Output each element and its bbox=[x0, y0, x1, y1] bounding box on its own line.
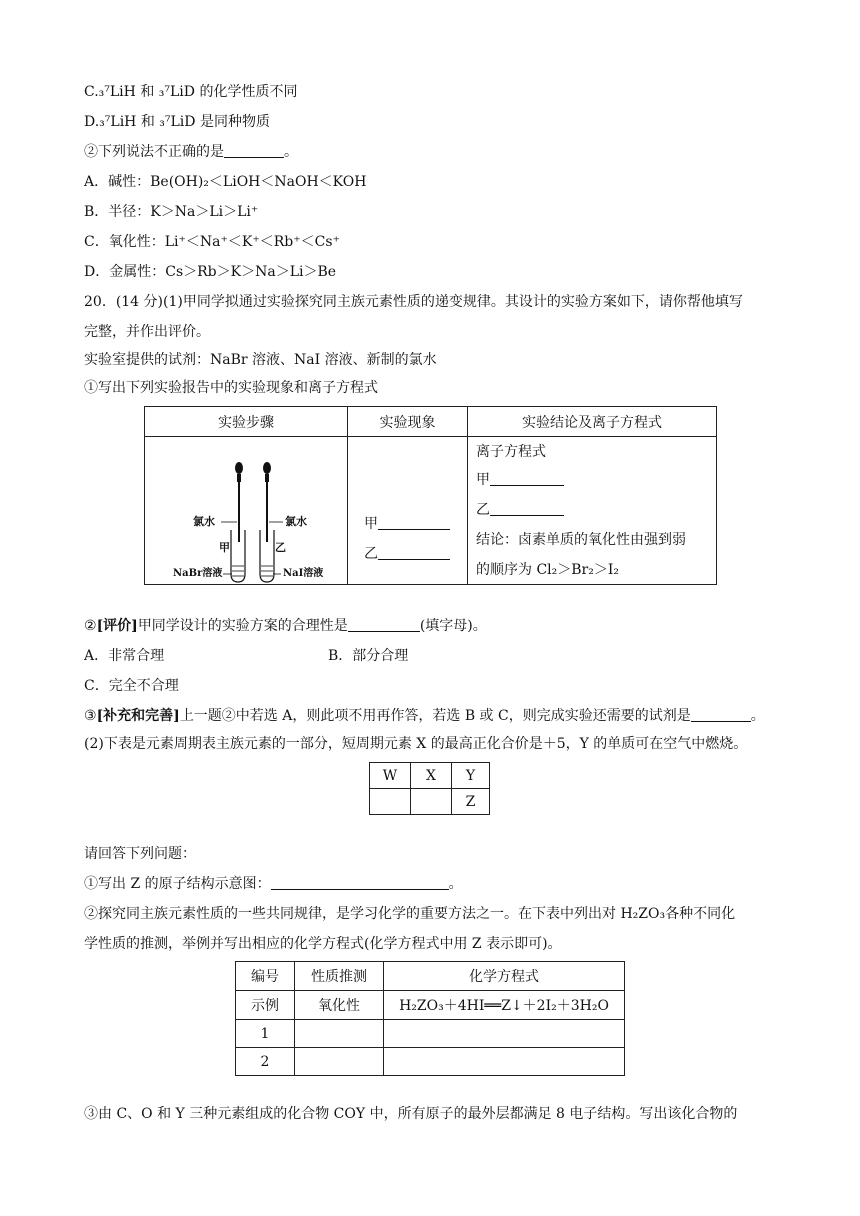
answer-prompt: 请回答下列问题： bbox=[84, 846, 196, 862]
header-phenomena: 实验现象 bbox=[348, 407, 468, 437]
row-property[interactable] bbox=[295, 1048, 384, 1076]
answer-blank[interactable] bbox=[490, 471, 564, 486]
ionic-label: 乙 bbox=[476, 501, 490, 518]
table-row bbox=[236, 1048, 625, 1076]
sub3-text: 上一题②中若选 A，则此项不用再作答，若选 B 或 C，则完成实验还需要的试剂是 bbox=[179, 708, 691, 724]
q20-sub1: ①写出下列实验报告中的实验现象和离子方程式 bbox=[84, 380, 378, 396]
choice-a bbox=[84, 172, 366, 192]
dropper-bulb-icon bbox=[235, 462, 243, 474]
choice-text: Be(OH)₂＜LiOH＜NaOH＜KOH bbox=[150, 174, 367, 190]
dropper-neck-icon bbox=[237, 474, 241, 482]
phenomenon-b bbox=[364, 544, 450, 564]
q20-intro-line2: 完整，并作出评价。 bbox=[84, 324, 210, 340]
row-equation[interactable] bbox=[384, 1020, 625, 1048]
row-property[interactable] bbox=[295, 1020, 384, 1048]
dropper-bulb-icon bbox=[263, 462, 271, 474]
coy-question: ③由 C、O 和 Y 三种元素组成的化合物 COY 中，所有原子的最外层都满足 8 电子结构。写出该化合物的 bbox=[84, 1106, 738, 1122]
phenomena-cell bbox=[348, 437, 468, 585]
conclusion-line1: 结论：卤素单质的氧化性由强到弱 bbox=[476, 531, 686, 548]
cell-empty bbox=[411, 789, 452, 815]
z-structure-text: ①写出 Z 的原子结构示意图： bbox=[84, 876, 271, 892]
cell-empty bbox=[370, 789, 411, 815]
answer-blank[interactable] bbox=[378, 515, 450, 530]
row-number: 示例 bbox=[236, 991, 295, 1020]
periodic-table-fragment bbox=[369, 762, 490, 815]
choice-text: Li⁺＜Na⁺＜K⁺＜Rb⁺＜Cs⁺ bbox=[164, 234, 340, 250]
answer-blank[interactable] bbox=[348, 617, 420, 632]
conclusion-cell bbox=[468, 437, 717, 585]
answer-blank[interactable] bbox=[378, 545, 450, 560]
choice-d bbox=[84, 262, 336, 282]
label-tube-a: 甲 bbox=[219, 540, 230, 554]
ionic-title: 离子方程式 bbox=[476, 443, 546, 460]
phenomenon-a bbox=[364, 514, 450, 534]
eval-option-a: A．非常合理 bbox=[84, 648, 165, 664]
choice-text: K＞Na＞Li＞Li⁺ bbox=[150, 204, 259, 220]
answer-blank[interactable] bbox=[490, 501, 564, 516]
answer-blank[interactable] bbox=[691, 707, 751, 722]
row-number: 2 bbox=[236, 1048, 295, 1076]
label-chlorine-water-left: 氯水 bbox=[193, 514, 215, 528]
supplement-tag: [补充和完善] bbox=[96, 708, 180, 724]
conclusion-line2: 的顺序为 Cl₂＞Br₂＞I₂ bbox=[476, 561, 619, 578]
choice-label: D．金属性： bbox=[84, 264, 166, 280]
sub2-text: 甲同学设计的实验方案的合理性是 bbox=[137, 618, 348, 634]
eval-option-c: C．完全不合理 bbox=[84, 678, 179, 694]
ionic-b bbox=[476, 500, 564, 520]
q20-sub3 bbox=[84, 706, 765, 726]
cell-x: X bbox=[411, 763, 452, 789]
choice-b bbox=[84, 202, 258, 222]
option-c: C.₃⁷LiH 和 ₃⁷LiD 的化学性质不同 bbox=[84, 84, 298, 100]
label-tube-b: 乙 bbox=[275, 540, 286, 554]
label-nai-solution: NaI溶液 bbox=[283, 567, 324, 579]
experiment-table bbox=[144, 406, 717, 585]
dropper-neck-icon bbox=[265, 474, 269, 482]
header-steps: 实验步骤 bbox=[145, 407, 348, 437]
sub-question-2-text: ②下列说法不正确的是 bbox=[84, 144, 224, 160]
cell-w: W bbox=[370, 763, 411, 789]
ionic-a bbox=[476, 470, 564, 490]
punctuation: 。 bbox=[750, 708, 765, 724]
apparatus-cell bbox=[145, 437, 348, 585]
row-number: 1 bbox=[236, 1020, 295, 1048]
header-property: 性质推测 bbox=[295, 962, 384, 991]
label-chlorine-water-right: 氯水 bbox=[285, 514, 307, 528]
choice-text: Cs＞Rb＞K＞Na＞Li＞Be bbox=[165, 264, 337, 280]
punctuation: 。 bbox=[284, 144, 298, 160]
option-d: D.₃⁷LiH 和 ₃⁷LiD 是同种物质 bbox=[84, 114, 270, 130]
z-structure-question bbox=[84, 874, 463, 894]
cell-y: Y bbox=[452, 763, 490, 789]
row-property: 氧化性 bbox=[295, 991, 384, 1020]
header-equation: 化学方程式 bbox=[384, 962, 625, 991]
circled-number: ② bbox=[84, 618, 97, 634]
circled-number: ③ bbox=[84, 708, 97, 724]
test-tube-diagram bbox=[145, 438, 347, 584]
phenomenon-label: 乙 bbox=[364, 545, 378, 562]
row-equation: H₂ZO₃＋4HI══Z↓＋2I₂＋3H₂O bbox=[384, 991, 625, 1020]
table-row bbox=[236, 1020, 625, 1048]
answer-blank[interactable] bbox=[271, 875, 449, 890]
explore-line1: ②探究同主族元素性质的一些共同规律，是学习化学的重要方法之一。在下表中列出对 H₂ZO₃各种不同化 bbox=[84, 906, 736, 922]
phenomenon-label: 甲 bbox=[364, 515, 378, 532]
choice-label: B．半径： bbox=[84, 204, 151, 220]
evaluation-tag: [评价] bbox=[96, 618, 138, 634]
q20-sub2 bbox=[84, 616, 487, 636]
punctuation: 。 bbox=[448, 876, 463, 892]
sub-question-2 bbox=[84, 142, 298, 162]
header-number: 编号 bbox=[236, 962, 295, 991]
sub2-suffix: (填字母)。 bbox=[419, 618, 487, 634]
label-nabr-solution: NaBr溶液 bbox=[173, 567, 223, 579]
explore-line2: 学性质的推测，举例并写出相应的化学方程式(化学方程式中用 Z 表示即可)。 bbox=[84, 936, 562, 952]
choice-c bbox=[84, 232, 340, 252]
eval-option-b: B．部分合理 bbox=[328, 648, 409, 664]
header-conclusion: 实验结论及离子方程式 bbox=[468, 407, 717, 437]
table-row bbox=[236, 991, 625, 1020]
choice-label: C．氧化性： bbox=[84, 234, 165, 250]
q20-intro-line1: 20．(14 分)(1)甲同学拟通过实验探究同主族元素性质的递变规律。其设计的实验方案如下，请你帮他填写 bbox=[84, 294, 743, 310]
answer-blank[interactable] bbox=[224, 143, 284, 158]
ionic-label: 甲 bbox=[476, 471, 490, 488]
row-equation[interactable] bbox=[384, 1048, 625, 1076]
properties-table bbox=[235, 961, 625, 1076]
q20-part2: (2)下表是元素周期表主族元素的一部分，短周期元素 X 的最高正化合价是＋5，Y 的单质可在空气中燃烧。 bbox=[84, 736, 748, 752]
q20-reagents: 实验室提供的试剂：NaBr 溶液、NaI 溶液、新制的氯水 bbox=[84, 352, 437, 368]
cell-z: Z bbox=[452, 789, 490, 815]
choice-label: A．碱性： bbox=[84, 174, 151, 190]
